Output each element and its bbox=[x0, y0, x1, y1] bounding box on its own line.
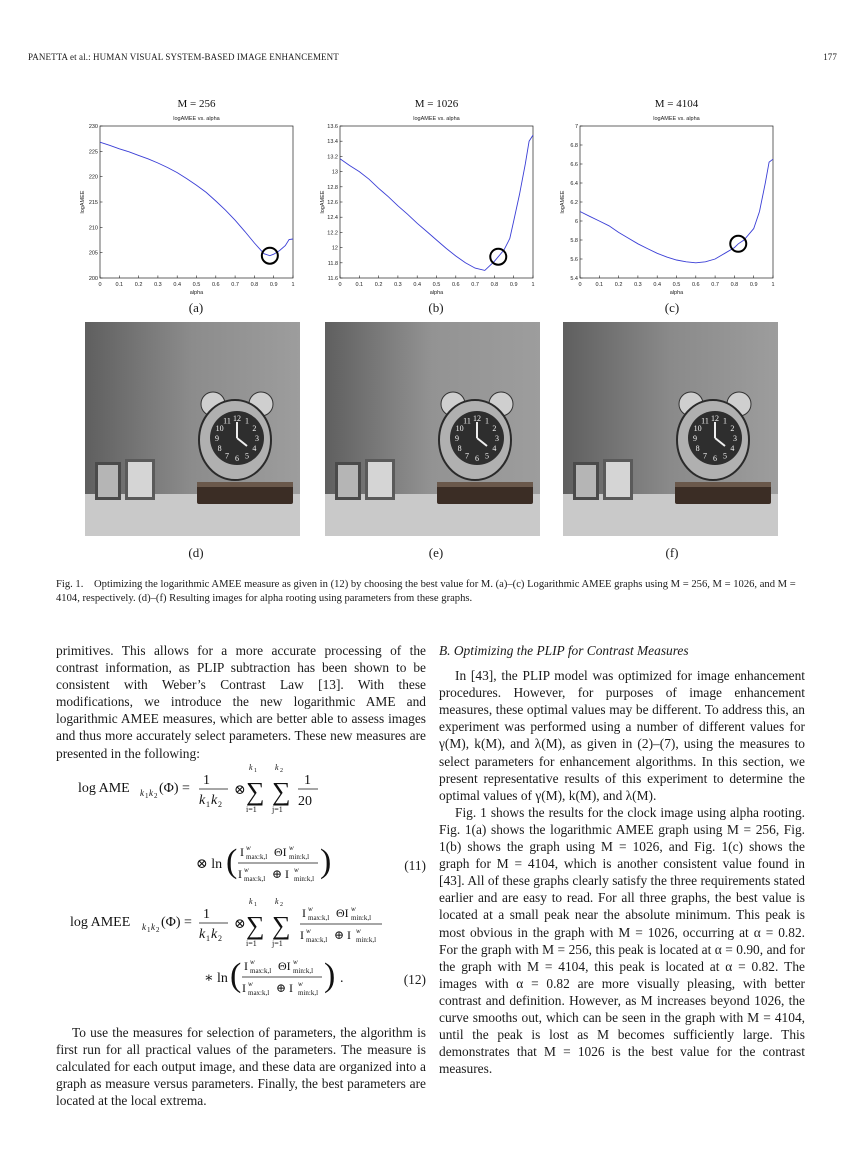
series-line bbox=[580, 159, 773, 263]
x-tick-label: 0.3 bbox=[634, 282, 642, 288]
y-tick-label: 12.2 bbox=[327, 230, 338, 237]
y-tick-label: 220 bbox=[88, 174, 98, 181]
figure-caption bbox=[56, 578, 803, 606]
clock-numeral: 6 bbox=[475, 454, 479, 463]
clock-numeral: 11 bbox=[701, 416, 709, 426]
svg-text:I: I bbox=[240, 845, 244, 859]
x-tick-label: 0.8 bbox=[250, 282, 259, 288]
chart-frame bbox=[580, 126, 773, 278]
svg-text:k: k bbox=[249, 897, 253, 906]
y-tick-label: 5.4 bbox=[570, 276, 578, 282]
x-tick-label: 0.5 bbox=[672, 282, 681, 288]
y-tick-label: 11.6 bbox=[327, 276, 338, 282]
x-tick-label: 0.2 bbox=[374, 282, 383, 288]
svg-text:1: 1 bbox=[254, 768, 257, 774]
x-tick-label: 1 bbox=[291, 282, 295, 288]
svg-text:∑: ∑ bbox=[246, 777, 265, 806]
photo-frame-2-inner bbox=[368, 462, 392, 497]
book-pages bbox=[675, 482, 771, 487]
x-tick-label: 0.8 bbox=[730, 282, 739, 288]
svg-text:j=1: j=1 bbox=[272, 805, 283, 814]
x-tick-label: 0.9 bbox=[509, 282, 518, 288]
svg-text:k: k bbox=[211, 793, 218, 808]
svg-text:ΘI: ΘI bbox=[278, 959, 291, 973]
clock-numeral: 10 bbox=[215, 424, 224, 433]
clock-numeral: 4 bbox=[730, 444, 735, 453]
caption-text: Optimizing the logarithmic AMEE measure as given in (12) by choosing the best value for M. (a)–(c) Logarithmic AMEE graphs using M = 256, M = 1026, and M = 4104, respectively. (d)–(f) Resulting images for alpha rooting using parameters from these graphs. bbox=[56, 579, 796, 604]
x-axis-label: alpha bbox=[189, 290, 204, 296]
chart-frame bbox=[100, 126, 293, 278]
svg-text:2: 2 bbox=[218, 934, 222, 943]
y-tick-label: 205 bbox=[88, 250, 98, 257]
clock-photo-svg bbox=[563, 322, 778, 536]
clock-numeral: 11 bbox=[463, 416, 471, 426]
svg-text:log AME: log AME bbox=[78, 781, 130, 796]
right-para-1: In [43], the PLIP model was optimized for image enhancement procedures. However, for purposes of image enhancement measures, these optimal values may be different. To address this, an experiment was performed using a number of different values for γ(M), k(M), and λ(M), as given in (2)–(7), using the measures to select parameters for enhancement algorithms. In this section, we present representative results of this experiment to determine the optimal values of γ(M), k(M), and λ(M). bbox=[439, 668, 805, 803]
chart-panel-title: M = 4104 bbox=[654, 98, 699, 110]
left-column bbox=[56, 642, 426, 762]
svg-text:min:k,l: min:k,l bbox=[298, 989, 319, 997]
y-tick-label: 225 bbox=[88, 149, 98, 156]
svg-text:w: w bbox=[293, 958, 298, 966]
svg-text:∑: ∑ bbox=[246, 911, 265, 940]
photo-f bbox=[563, 322, 778, 536]
svg-text:min:k,l: min:k,l bbox=[294, 875, 315, 883]
svg-text:.: . bbox=[340, 971, 344, 986]
clock-numeral: 7 bbox=[465, 451, 469, 461]
svg-text:1: 1 bbox=[203, 773, 210, 788]
svg-text:2: 2 bbox=[280, 768, 283, 774]
y-tick-label: 12.4 bbox=[327, 215, 338, 222]
svg-text:w: w bbox=[244, 866, 249, 874]
svg-text:⊕ I: ⊕ I bbox=[276, 981, 294, 995]
chart-title: logAMEE vs. alpha bbox=[173, 116, 220, 122]
right-column bbox=[439, 642, 805, 1077]
chart-m1026 bbox=[320, 94, 550, 309]
book-pages bbox=[197, 482, 293, 487]
y-axis-label: logAMEE bbox=[320, 190, 326, 214]
svg-text:2: 2 bbox=[280, 902, 283, 908]
clock-numeral: 9 bbox=[455, 434, 459, 443]
svg-text:min:k,l: min:k,l bbox=[356, 936, 377, 944]
y-tick-label: 210 bbox=[88, 225, 98, 232]
x-tick-label: 0 bbox=[98, 282, 102, 288]
svg-text:max:k,l: max:k,l bbox=[246, 853, 268, 861]
svg-text:k: k bbox=[249, 763, 253, 772]
clock-numeral: 12 bbox=[233, 414, 241, 423]
caption-number: Fig. 1. bbox=[56, 579, 84, 590]
y-tick-label: 6 bbox=[574, 219, 578, 225]
svg-text:2: 2 bbox=[156, 926, 160, 934]
photo-frame-2-inner bbox=[606, 462, 630, 497]
clock-numeral: 2 bbox=[730, 424, 735, 433]
svg-text:max:k,l: max:k,l bbox=[250, 967, 272, 975]
clock-numeral: 4 bbox=[492, 444, 497, 453]
chart-panel-title: M = 1026 bbox=[414, 98, 459, 110]
svg-text:k: k bbox=[275, 763, 279, 772]
svg-text:∑: ∑ bbox=[272, 777, 291, 806]
x-tick-label: 0.7 bbox=[471, 282, 479, 288]
clock-numeral: 10 bbox=[693, 424, 702, 433]
svg-text:2: 2 bbox=[154, 792, 158, 800]
x-tick-label: 0.1 bbox=[115, 282, 124, 288]
svg-text:⊗: ⊗ bbox=[234, 917, 246, 932]
equations-block bbox=[56, 760, 426, 1010]
svg-text:(Φ) =: (Φ) = bbox=[161, 915, 192, 930]
y-axis-label: logAMEE bbox=[560, 190, 566, 214]
y-tick-label: 13.4 bbox=[327, 139, 338, 146]
svg-text:∗ ln: ∗ ln bbox=[204, 971, 228, 986]
clock-numeral: 11 bbox=[223, 416, 231, 426]
x-tick-label: 0.5 bbox=[432, 282, 441, 288]
svg-text:w: w bbox=[248, 980, 253, 988]
chart-title: logAMEE vs. alpha bbox=[653, 116, 700, 122]
y-tick-label: 6.6 bbox=[570, 162, 578, 168]
x-axis-label: alpha bbox=[429, 290, 444, 296]
photo-frame-1-inner bbox=[98, 465, 118, 497]
clock-numeral: 12 bbox=[473, 414, 481, 423]
svg-text:w: w bbox=[250, 958, 255, 966]
svg-text:I: I bbox=[242, 981, 246, 995]
svg-text:j=1: j=1 bbox=[272, 939, 283, 948]
x-tick-label: 0.2 bbox=[134, 282, 143, 288]
svg-text:(: ( bbox=[226, 843, 238, 880]
clock-numeral: 8 bbox=[457, 444, 462, 453]
svg-text:1: 1 bbox=[304, 773, 311, 788]
svg-text:⊕ I: ⊕ I bbox=[334, 928, 352, 942]
photo-frame-1-inner bbox=[576, 465, 596, 497]
clock-numeral: 3 bbox=[255, 434, 259, 443]
clock-numeral: 10 bbox=[455, 424, 464, 433]
running-head: PANETTA et al.: HUMAN VISUAL SYSTEM-BASED IMAGE ENHANCEMENT bbox=[28, 52, 339, 62]
svg-text:1: 1 bbox=[206, 934, 210, 943]
left-para-1: primitives. This allows for a more accurate processing of the contrast information, as PLIP subtraction has been shown to be consistent with Weber’s Contrast Law [13]. With these modifications, we introduce the new logarithmic AME and logarithmic AMEE measures, which are better able to assess images and thus more accurately select parameters. These new measures are presented in the following: bbox=[56, 643, 426, 761]
photo-frame-1-inner bbox=[338, 465, 358, 497]
clock-numeral: 1 bbox=[245, 416, 249, 426]
equations-svg bbox=[56, 760, 426, 1010]
svg-text:ΘI: ΘI bbox=[336, 906, 349, 920]
svg-text:1: 1 bbox=[206, 800, 210, 809]
y-axis-label: logAMEE bbox=[80, 190, 86, 214]
svg-text:⊕ I: ⊕ I bbox=[272, 867, 290, 881]
x-tick-label: 0.5 bbox=[192, 282, 201, 288]
y-tick-label: 6.8 bbox=[570, 143, 578, 149]
svg-text:max:k,l: max:k,l bbox=[244, 875, 266, 883]
y-tick-label: 13.2 bbox=[327, 154, 338, 161]
clock-numeral: 3 bbox=[733, 434, 737, 443]
panel-label-a: (a) bbox=[188, 300, 204, 315]
eq11-number: (11) bbox=[404, 858, 426, 873]
svg-text:w: w bbox=[298, 980, 303, 988]
svg-text:min:k,l: min:k,l bbox=[351, 914, 372, 922]
eq12-line1 bbox=[70, 897, 382, 948]
x-tick-label: 0.9 bbox=[749, 282, 758, 288]
svg-text:k: k bbox=[275, 897, 279, 906]
svg-text:1: 1 bbox=[145, 792, 149, 800]
y-tick-label: 13.6 bbox=[327, 124, 338, 130]
eq11-line1 bbox=[78, 763, 318, 814]
svg-text:k: k bbox=[211, 927, 218, 942]
book-pages bbox=[437, 482, 533, 487]
x-tick-label: 0.8 bbox=[490, 282, 499, 288]
clock-numeral: 2 bbox=[252, 424, 257, 433]
clock-numeral: 1 bbox=[723, 416, 727, 426]
y-tick-label: 200 bbox=[88, 276, 98, 282]
x-tick-label: 0.9 bbox=[269, 282, 278, 288]
eq12-line2 bbox=[204, 957, 344, 997]
clock-numeral: 7 bbox=[703, 451, 707, 461]
y-tick-label: 5.6 bbox=[570, 257, 578, 263]
left-column-bottom bbox=[56, 1024, 426, 1109]
x-tick-label: 0.4 bbox=[173, 282, 182, 288]
x-tick-label: 1 bbox=[531, 282, 535, 288]
svg-text:): ) bbox=[320, 843, 332, 880]
x-tick-label: 0.2 bbox=[614, 282, 623, 288]
clock-numeral: 3 bbox=[495, 434, 499, 443]
y-tick-label: 6.4 bbox=[570, 181, 578, 187]
svg-text:w: w bbox=[246, 844, 251, 852]
x-tick-label: 1 bbox=[771, 282, 775, 288]
x-tick-label: 0 bbox=[338, 282, 342, 288]
panel-label-b: (b) bbox=[428, 300, 444, 315]
x-tick-label: 0 bbox=[578, 282, 582, 288]
clock-numeral: 7 bbox=[225, 451, 229, 461]
chart-m256 bbox=[80, 94, 310, 309]
section-title: B. Optimizing the PLIP for Contrast Measures bbox=[439, 643, 689, 658]
y-tick-label: 13 bbox=[331, 169, 338, 176]
svg-text:w: w bbox=[306, 927, 311, 935]
right-para-2: Fig. 1 shows the results for the clock image using alpha rooting. Fig. 1(a) shows the logarithmic AMEE graph using M = 256, Fig. 1(b) shows the graph using M = 1026, and Fig. 1(c) shows the graph for M = 4104, which is another consistent value found in [43]. All of these graphs clearly satisfy the three requirements stated earlier and are easy to read. For all three graphs, the best value is located at a small peak near the absolute minimum. This peak is most obvious in the graph with M = 1026, occurring at α = 0.82. For the graph with M = 256, this peak is located at α = 0.90, and for the graph with M = 4104, this peak is located at α = 0.82. The images with α = 0.82 are more visually pleasing, with better contrast and definition. However, as M increases beyond 1026, the curve smooths out, which can be seen in the graph with M = 4104, until the peak is lost as M becomes sufficiently large. This demonstrates that M = 1026 is the best value for the contrast measures. bbox=[439, 804, 805, 1077]
y-tick-label: 215 bbox=[88, 200, 98, 206]
y-tick-label: 11.8 bbox=[327, 260, 338, 267]
y-tick-label: 5.8 bbox=[570, 238, 578, 244]
svg-text:w: w bbox=[308, 905, 313, 913]
svg-text:⊗ ln: ⊗ ln bbox=[196, 857, 223, 872]
svg-text:i=1: i=1 bbox=[246, 805, 257, 814]
chart-svg bbox=[560, 94, 790, 304]
svg-text:I: I bbox=[302, 906, 306, 920]
clock-numeral: 5 bbox=[245, 451, 249, 461]
x-tick-label: 0.6 bbox=[451, 282, 460, 288]
svg-text:1: 1 bbox=[203, 907, 210, 922]
svg-text:k: k bbox=[142, 922, 146, 932]
y-tick-label: 12 bbox=[331, 245, 338, 252]
chart-frame bbox=[340, 126, 533, 278]
chart-svg bbox=[320, 94, 550, 304]
x-tick-label: 0.6 bbox=[211, 282, 220, 288]
photo-d bbox=[85, 322, 300, 536]
panel-label-e: (e) bbox=[428, 545, 444, 560]
x-tick-label: 0.3 bbox=[154, 282, 162, 288]
x-tick-label: 0.7 bbox=[231, 282, 239, 288]
photo-frame-2-inner bbox=[128, 462, 152, 497]
svg-text:w: w bbox=[356, 927, 361, 935]
clock-numeral: 9 bbox=[693, 434, 697, 443]
clock-photo-svg bbox=[325, 322, 540, 536]
x-tick-label: 0.4 bbox=[653, 282, 662, 288]
svg-text:k: k bbox=[149, 788, 153, 798]
clock-numeral: 6 bbox=[713, 454, 717, 463]
chart-m4104 bbox=[560, 94, 790, 309]
clock-numeral: 6 bbox=[235, 454, 239, 463]
x-tick-label: 0.6 bbox=[691, 282, 700, 288]
page-number: 177 bbox=[823, 52, 837, 62]
clock-numeral: 8 bbox=[695, 444, 700, 453]
svg-text:k: k bbox=[151, 922, 155, 932]
svg-text:2: 2 bbox=[218, 800, 222, 809]
svg-text:min:k,l: min:k,l bbox=[289, 853, 310, 861]
y-tick-label: 12.8 bbox=[327, 184, 338, 191]
svg-text:): ) bbox=[324, 957, 336, 994]
svg-text:w: w bbox=[294, 866, 299, 874]
y-tick-label: 12.6 bbox=[327, 200, 338, 206]
svg-text:1: 1 bbox=[147, 926, 151, 934]
running-header bbox=[28, 52, 837, 66]
y-tick-label: 230 bbox=[88, 124, 98, 130]
y-tick-label: 7 bbox=[574, 124, 578, 130]
x-tick-label: 0.1 bbox=[355, 282, 364, 288]
svg-text:(Φ) =: (Φ) = bbox=[159, 781, 190, 796]
svg-text:log AMEE: log AMEE bbox=[70, 915, 131, 930]
x-tick-label: 0.1 bbox=[595, 282, 604, 288]
svg-text:i=1: i=1 bbox=[246, 939, 257, 948]
clock-numeral: 4 bbox=[252, 444, 257, 453]
svg-text:w: w bbox=[351, 905, 356, 913]
svg-text:(: ( bbox=[230, 957, 242, 994]
clock-numeral: 1 bbox=[485, 416, 489, 426]
clock-photo-svg bbox=[85, 322, 300, 536]
chart-title: logAMEE vs. alpha bbox=[413, 116, 460, 122]
svg-text:I: I bbox=[300, 928, 304, 942]
svg-text:min:k,l: min:k,l bbox=[293, 967, 314, 975]
clock-numeral: 5 bbox=[723, 451, 727, 461]
panel-label-d: (d) bbox=[188, 545, 204, 560]
svg-text:max:k,l: max:k,l bbox=[306, 936, 328, 944]
clock-numeral: 8 bbox=[217, 444, 222, 453]
clock-numeral: 5 bbox=[485, 451, 489, 461]
svg-text:1: 1 bbox=[254, 902, 257, 908]
chart-svg bbox=[80, 94, 310, 304]
svg-text:I: I bbox=[238, 867, 242, 881]
svg-text:k: k bbox=[140, 788, 144, 798]
photo-e bbox=[325, 322, 540, 536]
series-line bbox=[100, 142, 293, 256]
svg-text:∑: ∑ bbox=[272, 911, 291, 940]
svg-text:w: w bbox=[289, 844, 294, 852]
chart-panel-title: M = 256 bbox=[177, 98, 216, 110]
left-para-2: To use the measures for selection of parameters, the algorithm is first run for all practical values of the parameters. The measure is calculated for each output image, and these data are organized into a graph as measure versus parameters. Finally, the best parameters are located at the local extrema. bbox=[56, 1025, 426, 1109]
x-tick-label: 0.7 bbox=[711, 282, 719, 288]
clock-numeral: 2 bbox=[492, 424, 497, 433]
panel-label-f: (f) bbox=[665, 545, 679, 560]
clock-numeral: 9 bbox=[215, 434, 219, 443]
panel-label-c: (c) bbox=[664, 300, 680, 315]
svg-text:I: I bbox=[244, 959, 248, 973]
svg-text:max:k,l: max:k,l bbox=[248, 989, 270, 997]
x-tick-label: 0.4 bbox=[413, 282, 422, 288]
svg-text:max:k,l: max:k,l bbox=[308, 914, 330, 922]
y-tick-label: 6.2 bbox=[570, 200, 578, 206]
svg-text:⊗: ⊗ bbox=[234, 783, 246, 798]
svg-text:20: 20 bbox=[298, 794, 312, 809]
svg-text:k: k bbox=[199, 793, 206, 808]
x-axis-label: alpha bbox=[669, 290, 684, 296]
svg-text:k: k bbox=[199, 927, 206, 942]
eq12-number: (12) bbox=[403, 972, 426, 987]
x-tick-label: 0.3 bbox=[394, 282, 402, 288]
eq11-line2 bbox=[196, 843, 331, 883]
svg-text:ΘI: ΘI bbox=[274, 845, 287, 859]
clock-numeral: 12 bbox=[711, 414, 719, 423]
